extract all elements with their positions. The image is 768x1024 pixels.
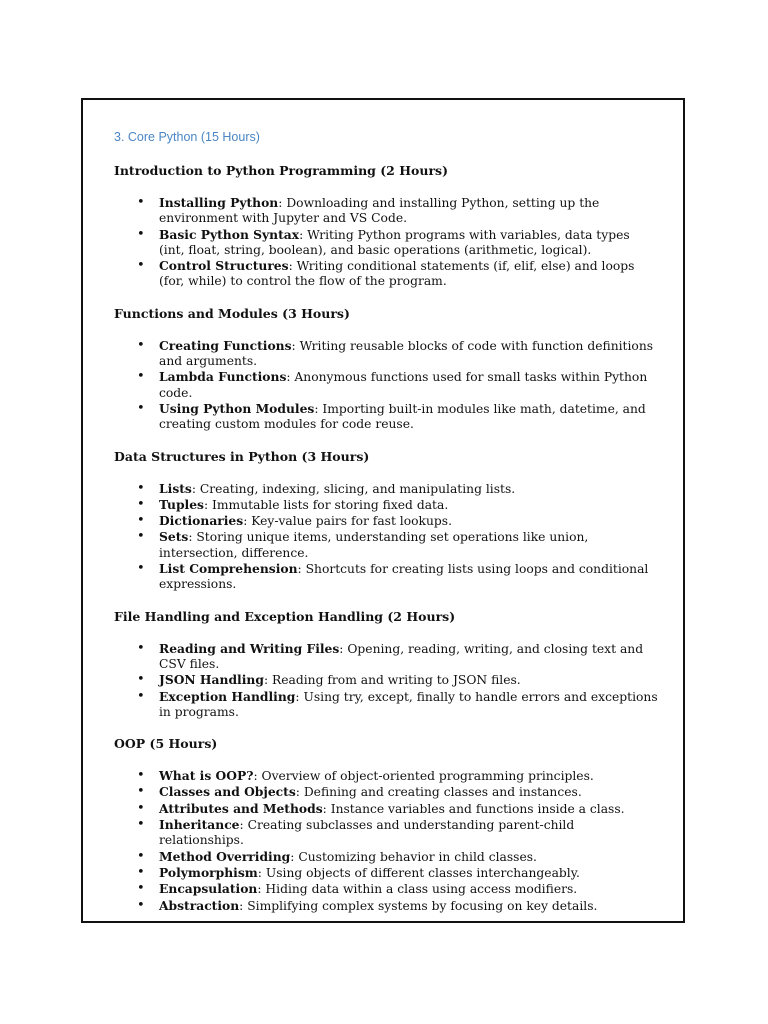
section-title: 3. Core Python (15 Hours) bbox=[114, 130, 260, 144]
item-description: : Opening, reading, writing, and closing text and CSV files. bbox=[159, 641, 644, 671]
subsection-intro bbox=[114, 163, 659, 290]
item-description: : Writing conditional statements (if, elif, else) and loops (for, while) to control the flow of the program. bbox=[159, 259, 635, 289]
item-description: : Writing Python programs with variables, data types (int, float, string, boolean), and basic operations (arithmetic, logical). bbox=[159, 227, 630, 257]
bullet-list bbox=[114, 641, 659, 720]
list-item bbox=[114, 338, 659, 370]
list-item bbox=[114, 641, 659, 673]
item-term: Basic Python Syntax bbox=[159, 226, 300, 242]
item-description: : Key-value pairs for fast lookups. bbox=[243, 514, 453, 529]
bullet-icon: • bbox=[137, 881, 145, 897]
bullet-icon: • bbox=[137, 496, 145, 512]
item-term: Using Python Modules bbox=[159, 400, 315, 416]
bullet-icon: • bbox=[137, 400, 145, 416]
item-term: Control Structures bbox=[159, 258, 289, 274]
subsection-heading: File Handling and Exception Handling (2 Hours) bbox=[114, 608, 456, 624]
item-term: Abstraction bbox=[159, 897, 240, 913]
bullet-icon: • bbox=[137, 337, 145, 353]
item-term: Encapsulation bbox=[159, 881, 258, 897]
item-term: Installing Python bbox=[159, 195, 279, 210]
subsection-oop bbox=[114, 736, 659, 914]
list-item bbox=[114, 195, 659, 227]
list-item bbox=[114, 801, 659, 817]
item-description: : Customizing behavior in child classes. bbox=[290, 849, 537, 864]
bullet-icon: • bbox=[137, 817, 145, 833]
item-term: Lambda Functions bbox=[159, 369, 287, 385]
list-item bbox=[114, 513, 659, 529]
item-description: : Shortcuts for creating lists using loops and conditional expressions. bbox=[159, 562, 649, 592]
item-term: Attributes and Methods bbox=[159, 800, 323, 816]
item-description: : Defining and creating classes and instances. bbox=[295, 785, 582, 800]
item-term: Sets bbox=[159, 529, 189, 545]
item-term: Polymorphism bbox=[159, 864, 258, 880]
bullet-icon: • bbox=[137, 864, 145, 880]
item-description: : Creating subclasses and understanding parent-child relationships. bbox=[159, 818, 575, 848]
bullet-icon: • bbox=[137, 784, 145, 800]
list-item bbox=[114, 881, 659, 897]
bullet-icon: • bbox=[137, 529, 145, 545]
bullet-icon: • bbox=[137, 640, 145, 656]
bullet-icon: • bbox=[137, 897, 145, 913]
item-term: Exception Handling bbox=[159, 688, 296, 704]
item-description: : Anonymous functions used for small tasks within Python code. bbox=[159, 370, 648, 400]
item-description: : Hiding data within a class using access modifiers. bbox=[257, 882, 578, 897]
list-item bbox=[114, 401, 659, 433]
item-term: Inheritance bbox=[159, 817, 240, 833]
list-item bbox=[114, 784, 659, 800]
item-term: Reading and Writing Files bbox=[159, 640, 340, 656]
bullet-list bbox=[114, 195, 659, 290]
item-term: What is OOP? bbox=[159, 768, 254, 784]
item-term: Tuples bbox=[159, 496, 204, 512]
item-description: : Instance variables and functions inside a class. bbox=[322, 801, 625, 816]
item-description: : Simplifying complex systems by focusing on key details. bbox=[239, 898, 598, 913]
bullet-icon: • bbox=[137, 226, 145, 242]
list-item bbox=[114, 497, 659, 513]
bullet-icon: • bbox=[137, 848, 145, 864]
item-term: Dictionaries bbox=[159, 513, 244, 529]
item-description: : Downloading and installing Python, setting up the environment with Jupyter and VS Code. bbox=[159, 196, 600, 226]
document-page bbox=[81, 98, 685, 923]
bullet-list bbox=[114, 338, 659, 433]
list-item bbox=[114, 481, 659, 497]
item-description: : Overview of object-oriented programming principles. bbox=[253, 769, 594, 784]
list-item bbox=[114, 227, 659, 259]
bullet-icon: • bbox=[137, 561, 145, 577]
subsection-file-handling bbox=[114, 609, 659, 720]
bullet-icon: • bbox=[137, 480, 145, 496]
subsection-data-structures bbox=[114, 449, 659, 593]
list-item bbox=[114, 689, 659, 721]
list-item bbox=[114, 561, 659, 593]
subsection-heading: Data Structures in Python (3 Hours) bbox=[114, 448, 370, 464]
item-description: : Creating, indexing, slicing, and manipulating lists. bbox=[191, 481, 516, 496]
list-item bbox=[114, 529, 659, 561]
list-item bbox=[114, 849, 659, 865]
list-item bbox=[114, 672, 659, 688]
subsection-heading: Introduction to Python Programming (2 Hours) bbox=[114, 163, 449, 178]
subsection-heading: Functions and Modules (3 Hours) bbox=[114, 305, 350, 321]
list-item bbox=[114, 369, 659, 401]
item-term: JSON Handling bbox=[159, 672, 264, 688]
list-item bbox=[114, 865, 659, 881]
item-term: Method Overriding bbox=[159, 848, 291, 864]
item-term: List Comprehension bbox=[159, 561, 298, 577]
bullet-icon: • bbox=[137, 195, 145, 210]
item-description: : Importing built-in modules like math, datetime, and creating custom modules for code reuse. bbox=[159, 401, 646, 432]
bullet-icon: • bbox=[137, 258, 145, 274]
bullet-list bbox=[114, 768, 659, 914]
item-description: : Using objects of different classes interchangeably. bbox=[257, 865, 580, 880]
bullet-icon: • bbox=[137, 800, 145, 816]
subsection-heading: OOP (5 Hours) bbox=[114, 736, 218, 752]
bullet-icon: • bbox=[137, 768, 145, 784]
item-description: : Storing unique items, understanding set operations like union, intersection, difference. bbox=[159, 530, 589, 560]
bullet-icon: • bbox=[137, 369, 145, 385]
item-term: Classes and Objects bbox=[159, 784, 296, 800]
list-item bbox=[114, 768, 659, 784]
item-description: : Using try, except, finally to handle errors and exceptions in programs. bbox=[159, 689, 658, 719]
item-term: Lists bbox=[159, 480, 192, 496]
item-term: Creating Functions bbox=[159, 337, 292, 353]
item-description: : Immutable lists for storing fixed data. bbox=[203, 497, 449, 512]
item-description: : Writing reusable blocks of code with function definitions and arguments. bbox=[159, 338, 654, 369]
item-description: : Reading from and writing to JSON files. bbox=[263, 673, 521, 688]
subsection-functions bbox=[114, 306, 659, 433]
bullet-icon: • bbox=[137, 672, 145, 688]
list-item bbox=[114, 898, 659, 914]
list-item bbox=[114, 258, 659, 290]
list-item bbox=[114, 817, 659, 849]
bullet-icon: • bbox=[137, 688, 145, 704]
bullet-list bbox=[114, 481, 659, 593]
document-content bbox=[114, 129, 659, 930]
bullet-icon: • bbox=[137, 513, 145, 529]
